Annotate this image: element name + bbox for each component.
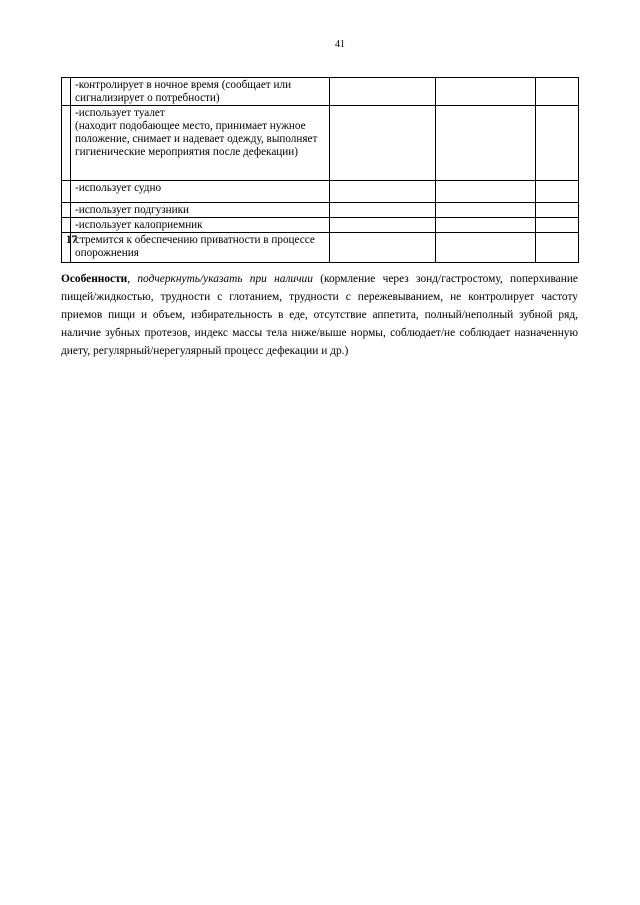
row-number: 17 [62, 233, 71, 263]
blank-cell [536, 181, 579, 203]
care-assessment-table [61, 77, 579, 263]
features-paragraph [61, 270, 578, 360]
blank-cell [536, 106, 579, 181]
row-number [62, 218, 71, 233]
row-number [62, 181, 71, 203]
row-number [62, 78, 71, 106]
blank-cell [330, 218, 436, 233]
features-separator: , [127, 273, 138, 285]
row-text: стремится к обеспечению приватности в процессе опорожнения [71, 233, 330, 263]
blank-cell [536, 218, 579, 233]
features-instruction: подчеркнуть/указать при наличии [137, 273, 313, 285]
row-text: -контролирует в ночное время (сообщает или сигнализирует о потребности) [71, 78, 330, 106]
blank-cell [536, 233, 579, 263]
blank-cell [436, 106, 536, 181]
page-number: 41 [335, 39, 345, 50]
blank-cell [436, 218, 536, 233]
features-label: Особенности [61, 273, 128, 285]
blank-cell [436, 181, 536, 203]
table-row [62, 233, 579, 263]
blank-cell [330, 78, 436, 106]
blank-cell [436, 233, 536, 263]
blank-cell [330, 106, 436, 181]
table-row [62, 181, 579, 203]
table-row [62, 78, 579, 106]
table-row [62, 106, 579, 181]
row-text: -использует судно [71, 181, 330, 203]
blank-cell [436, 78, 536, 106]
row-text: -использует калоприемник [71, 218, 330, 233]
blank-cell [330, 233, 436, 263]
row-number [62, 203, 71, 218]
blank-cell [330, 181, 436, 203]
row-text: -использует туалет (находит подобающее место, принимает нужное положение, снимает и надевает одежду, выполняет гигиенические мероприятия после дефекации) [71, 106, 330, 181]
table-row [62, 218, 579, 233]
blank-cell [330, 203, 436, 218]
blank-cell [536, 78, 579, 106]
blank-cell [436, 203, 536, 218]
row-number [62, 106, 71, 181]
row-text: -использует подгузники [71, 203, 330, 218]
table-row [62, 203, 579, 218]
blank-cell [536, 203, 579, 218]
features-list: (кормление через зонд/гастростому, поперхивание пищей/жидкостью, трудности с глотанием, трудности с пережевыванием, не контролирует частоту приемов пищи и объем, избирательность в еде, отсутствие аппетита, полный/неполный зубной ряд, наличие зубных протезов, индекс массы тела ниже/выше нормы, соблюдает/не соблюдает назначенную диету, регулярный/нерегулярный процесс дефекации и др.) [61, 273, 578, 357]
